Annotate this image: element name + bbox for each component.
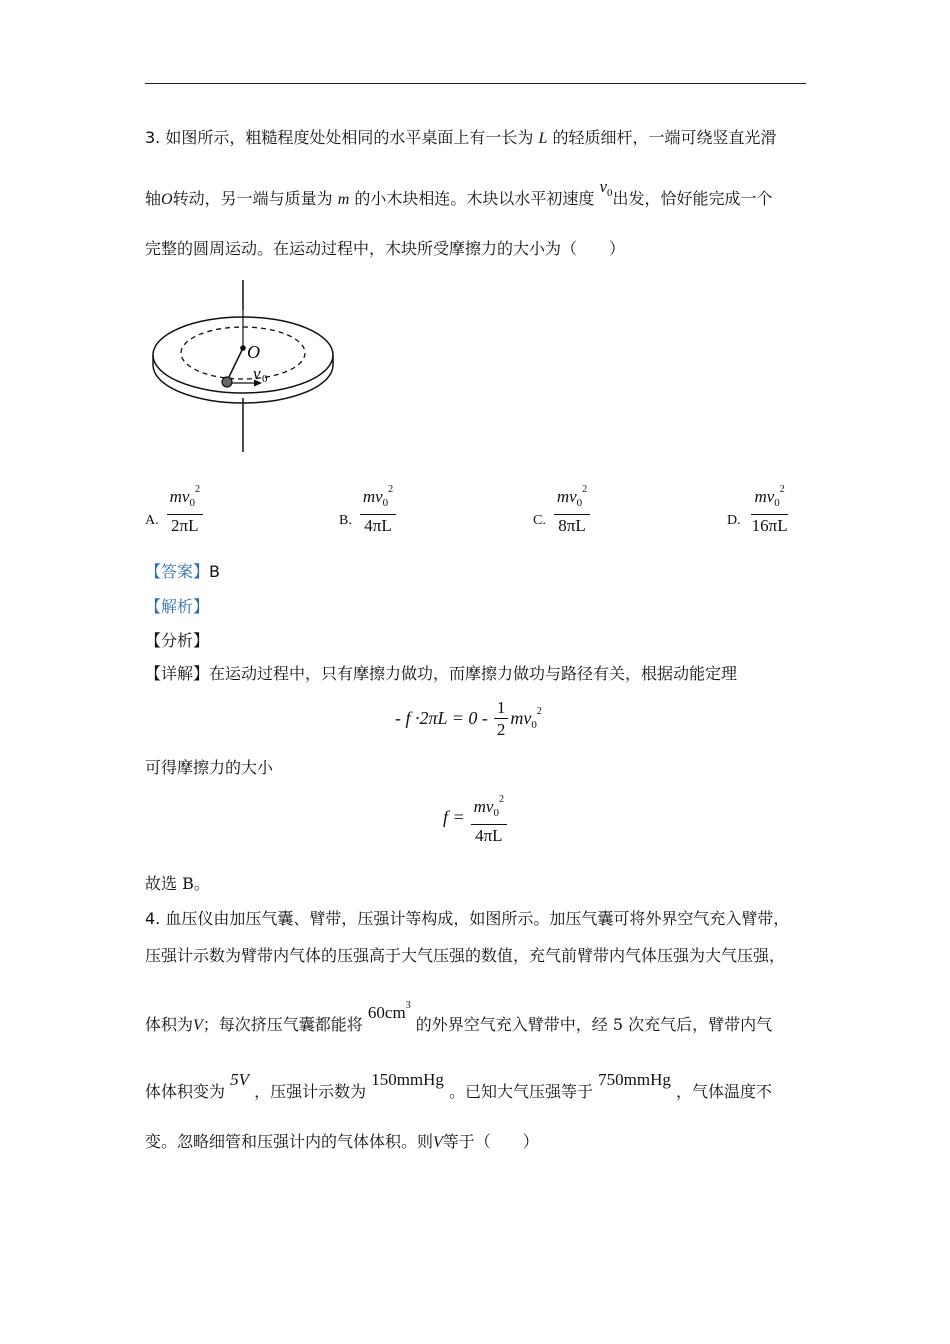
- option-d[interactable]: D. $\frac{mv_0^2}{16\pi L}$: [727, 480, 791, 535]
- detail-line: 【详解】在运动过程中，只有摩擦力做功，而摩擦力做功与路径有关，根据动能定理: [145, 664, 738, 683]
- analysis-tag: 【解析】: [145, 597, 210, 616]
- q3-line-3: 完整的圆周运动。在运动过程中，木块所受摩擦力的大小为（ ）: [145, 239, 626, 258]
- detail-tag: 【详解】: [145, 664, 210, 683]
- option-b-formula: $\frac{mv_0^2}{4\pi L}$: [360, 480, 396, 535]
- pivot-point: [240, 345, 246, 351]
- option-b[interactable]: B. $\frac{mv_0^2}{4\pi L}$: [339, 480, 396, 535]
- answer-value: B: [209, 562, 220, 581]
- conclusion-line: 故选 B。: [145, 874, 210, 893]
- q3-line-2: 轴O转动，另一端与质量为 m 的小木块相连。木块以水平初速度 $v_0$出发，恰好能完成一个: [145, 177, 773, 208]
- q4-line-1: 4. 血压仪由加压气囊、臂带，压强计等构成，如图所示。加压气囊可将外界空气充入臂带，: [145, 909, 790, 928]
- label-v-sub: 0: [262, 373, 268, 385]
- option-d-formula: $\frac{mv_0^2}{16\pi L}$: [749, 480, 791, 535]
- q4-line-5: 变。忽略细管和压强计内的气体体积。则V等于（ ）: [145, 1132, 539, 1151]
- q3-line-1: 3. 如图所示，粗糙程度处处相同的水平桌面上有一长为 L 的轻质细杆，一端可绕竖直光滑: [145, 128, 777, 147]
- energy-equation: - f ·2πL = 0 - $\frac{1}{2}$ $mv_0^2$: [395, 698, 542, 739]
- question-number: 4.: [145, 909, 161, 928]
- option-a-formula: $\frac{mv_0^2}{2\pi L}$: [167, 480, 203, 535]
- option-a[interactable]: A. $\frac{mv_0^2}{2\pi L}$: [145, 480, 203, 535]
- option-c[interactable]: C. $\frac{mv_0^2}{8\pi L}$: [533, 480, 590, 535]
- q4-line-4: 体体积变为 5V ，压强计示数为 150mmHg 。已知大气压强等于 750mmHg ，气体温度不: [145, 1070, 772, 1101]
- fenxi-tag: 【分析】: [145, 631, 210, 650]
- q4-line-2: 压强计示数为臂带内气体的压强高于大气压强的数值，充气前臂带内气体压强为大气压强，: [145, 946, 786, 965]
- option-c-formula: $\frac{mv_0^2}{8\pi L}$: [554, 480, 590, 535]
- label-v: v: [253, 364, 261, 383]
- header-rule: [145, 83, 806, 84]
- result-line: 可得摩擦力的大小: [145, 758, 274, 777]
- answer-tag: 【答案】: [145, 562, 210, 581]
- friction-equation: f = $\frac{mv_0^2}{4\pi L}$: [443, 790, 507, 845]
- question-number: 3.: [145, 128, 161, 147]
- v0-symbol: $v_0$: [599, 177, 613, 199]
- label-O: O: [247, 342, 260, 362]
- q4-line-3: 体积为V；每次挤压气囊都能将 $60cm^3$ 的外界空气充入臂带中，经 5 次充气后，臂带内气: [145, 1000, 773, 1034]
- wood-block: [222, 377, 232, 387]
- answer-line: [145, 561, 220, 583]
- rotating-disk-diagram: [145, 280, 345, 460]
